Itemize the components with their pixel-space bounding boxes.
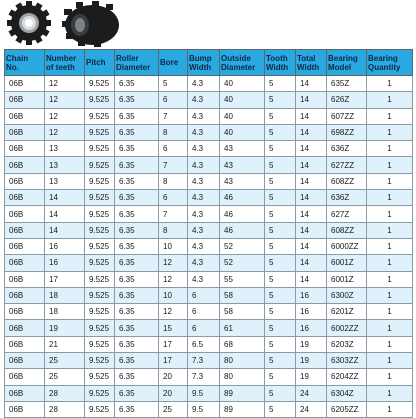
cell-number-of-teeth: 14 xyxy=(45,206,85,222)
cell-outside-diameter: 40 xyxy=(220,92,265,108)
cell-bearing-model: 6303ZZ xyxy=(327,353,367,369)
column-header-total-width: Total Width xyxy=(296,50,327,76)
table-row xyxy=(5,385,413,401)
cell-tooth-width: 5 xyxy=(265,124,296,140)
cell-tooth-width: 5 xyxy=(265,320,296,336)
cell-outside-diameter: 89 xyxy=(220,385,265,401)
cell-bore: 12 xyxy=(159,271,188,287)
cell-pitch: 9.525 xyxy=(85,401,115,417)
cell-tooth-width: 5 xyxy=(265,108,296,124)
cell-number-of-teeth: 13 xyxy=(45,157,85,173)
cell-roller-diameter: 6.35 xyxy=(115,255,159,271)
cell-tooth-width: 5 xyxy=(265,336,296,352)
cell-bearing-model: 6300Z xyxy=(327,287,367,303)
cell-total-width: 24 xyxy=(296,401,327,417)
cell-bump-width: 6.5 xyxy=(188,336,220,352)
cell-bearing-quantity: 1 xyxy=(367,173,413,189)
cell-bearing-model: 6203Z xyxy=(327,336,367,352)
cell-bearing-model: 6002ZZ xyxy=(327,320,367,336)
cell-pitch: 9.525 xyxy=(85,238,115,254)
cell-bearing-quantity: 1 xyxy=(367,108,413,124)
cell-bump-width: 4.3 xyxy=(188,271,220,287)
cell-total-width: 19 xyxy=(296,369,327,385)
cell-roller-diameter: 6.35 xyxy=(115,287,159,303)
cell-total-width: 14 xyxy=(296,141,327,157)
cell-bearing-model: 607ZZ xyxy=(327,108,367,124)
cell-bearing-model: 636Z xyxy=(327,190,367,206)
column-header-number-of-teeth: Number of teeth xyxy=(45,50,85,76)
cell-number-of-teeth: 14 xyxy=(45,222,85,238)
cell-number-of-teeth: 12 xyxy=(45,76,85,92)
table-row xyxy=(5,271,413,287)
cell-bearing-model: 6204ZZ xyxy=(327,369,367,385)
table-header-row xyxy=(5,50,413,76)
cell-pitch: 9.525 xyxy=(85,124,115,140)
cell-bearing-quantity: 1 xyxy=(367,401,413,417)
table-row xyxy=(5,124,413,140)
cell-number-of-teeth: 13 xyxy=(45,141,85,157)
cell-bearing-quantity: 1 xyxy=(367,92,413,108)
cell-pitch: 9.525 xyxy=(85,157,115,173)
cell-number-of-teeth: 25 xyxy=(45,353,85,369)
cell-bump-width: 9.5 xyxy=(188,385,220,401)
cell-chain-no: 06B xyxy=(5,92,45,108)
table-row xyxy=(5,92,413,108)
cell-bump-width: 4.3 xyxy=(188,124,220,140)
table-row xyxy=(5,401,413,417)
cell-pitch: 9.525 xyxy=(85,320,115,336)
cell-total-width: 14 xyxy=(296,157,327,173)
cell-bearing-quantity: 1 xyxy=(367,141,413,157)
cell-number-of-teeth: 18 xyxy=(45,304,85,320)
cell-bump-width: 4.3 xyxy=(188,76,220,92)
cell-roller-diameter: 6.35 xyxy=(115,385,159,401)
cell-roller-diameter: 6.35 xyxy=(115,206,159,222)
cell-number-of-teeth: 21 xyxy=(45,336,85,352)
cell-number-of-teeth: 28 xyxy=(45,401,85,417)
cell-number-of-teeth: 13 xyxy=(45,173,85,189)
cell-total-width: 16 xyxy=(296,287,327,303)
cell-tooth-width: 5 xyxy=(265,304,296,320)
table-row xyxy=(5,157,413,173)
cell-bearing-quantity: 1 xyxy=(367,206,413,222)
cell-bearing-model: 6205ZZ xyxy=(327,401,367,417)
cell-chain-no: 06B xyxy=(5,353,45,369)
cell-outside-diameter: 80 xyxy=(220,353,265,369)
cell-pitch: 9.525 xyxy=(85,173,115,189)
cell-bore: 6 xyxy=(159,92,188,108)
cell-chain-no: 06B xyxy=(5,108,45,124)
cell-bearing-quantity: 1 xyxy=(367,320,413,336)
cell-number-of-teeth: 16 xyxy=(45,238,85,254)
cell-bump-width: 4.3 xyxy=(188,92,220,108)
cell-bearing-model: 636Z xyxy=(327,141,367,157)
cell-outside-diameter: 46 xyxy=(220,222,265,238)
cell-total-width: 14 xyxy=(296,92,327,108)
cell-pitch: 9.525 xyxy=(85,287,115,303)
cell-bearing-model: 698ZZ xyxy=(327,124,367,140)
cell-pitch: 9.525 xyxy=(85,369,115,385)
cell-bearing-model: 608ZZ xyxy=(327,222,367,238)
cell-tooth-width: 5 xyxy=(265,369,296,385)
cell-pitch: 9.525 xyxy=(85,190,115,206)
cell-total-width: 16 xyxy=(296,320,327,336)
cell-pitch: 9.525 xyxy=(85,336,115,352)
cell-total-width: 14 xyxy=(296,206,327,222)
cell-tooth-width: 5 xyxy=(265,255,296,271)
column-header-roller-diameter: Roller Diameter xyxy=(115,50,159,76)
cell-total-width: 14 xyxy=(296,222,327,238)
cell-bump-width: 4.3 xyxy=(188,238,220,254)
table-row xyxy=(5,238,413,254)
cell-total-width: 14 xyxy=(296,190,327,206)
cell-bearing-model: 6201Z xyxy=(327,304,367,320)
cell-bearing-quantity: 1 xyxy=(367,190,413,206)
table-row xyxy=(5,141,413,157)
cell-tooth-width: 5 xyxy=(265,385,296,401)
cell-bore: 5 xyxy=(159,76,188,92)
table-row xyxy=(5,369,413,385)
cell-chain-no: 06B xyxy=(5,271,45,287)
cell-roller-diameter: 6.35 xyxy=(115,401,159,417)
table-row xyxy=(5,76,413,92)
cell-chain-no: 06B xyxy=(5,157,45,173)
cell-bearing-quantity: 1 xyxy=(367,255,413,271)
cell-bore: 8 xyxy=(159,124,188,140)
cell-chain-no: 06B xyxy=(5,385,45,401)
cell-outside-diameter: 68 xyxy=(220,336,265,352)
cell-total-width: 14 xyxy=(296,76,327,92)
cell-bore: 12 xyxy=(159,255,188,271)
cell-bore: 12 xyxy=(159,304,188,320)
cell-total-width: 16 xyxy=(296,304,327,320)
cell-bearing-quantity: 1 xyxy=(367,353,413,369)
cell-pitch: 9.525 xyxy=(85,255,115,271)
cell-tooth-width: 5 xyxy=(265,401,296,417)
cell-total-width: 14 xyxy=(296,238,327,254)
cell-bump-width: 4.3 xyxy=(188,108,220,124)
cell-tooth-width: 5 xyxy=(265,92,296,108)
cell-bearing-quantity: 1 xyxy=(367,124,413,140)
cell-total-width: 14 xyxy=(296,124,327,140)
cell-pitch: 9.525 xyxy=(85,271,115,287)
cell-roller-diameter: 6.35 xyxy=(115,141,159,157)
cell-roller-diameter: 6.35 xyxy=(115,369,159,385)
cell-bump-width: 4.3 xyxy=(188,157,220,173)
cell-bearing-model: 627ZZ xyxy=(327,157,367,173)
cell-outside-diameter: 40 xyxy=(220,76,265,92)
cell-roller-diameter: 6.35 xyxy=(115,173,159,189)
cell-bump-width: 6 xyxy=(188,320,220,336)
cell-chain-no: 06B xyxy=(5,124,45,140)
cell-roller-diameter: 6.35 xyxy=(115,190,159,206)
cell-tooth-width: 5 xyxy=(265,157,296,173)
cell-pitch: 9.525 xyxy=(85,304,115,320)
cell-roller-diameter: 6.35 xyxy=(115,157,159,173)
cell-outside-diameter: 58 xyxy=(220,287,265,303)
cell-bore: 10 xyxy=(159,287,188,303)
cell-chain-no: 06B xyxy=(5,76,45,92)
cell-bearing-quantity: 1 xyxy=(367,271,413,287)
cell-chain-no: 06B xyxy=(5,206,45,222)
cell-bore: 20 xyxy=(159,385,188,401)
cell-roller-diameter: 6.35 xyxy=(115,92,159,108)
cell-number-of-teeth: 19 xyxy=(45,320,85,336)
cell-pitch: 9.525 xyxy=(85,385,115,401)
sprocket-front-icon xyxy=(4,1,54,45)
cell-outside-diameter: 43 xyxy=(220,157,265,173)
cell-bearing-quantity: 1 xyxy=(367,304,413,320)
cell-chain-no: 06B xyxy=(5,287,45,303)
cell-roller-diameter: 6.35 xyxy=(115,320,159,336)
cell-bump-width: 6 xyxy=(188,287,220,303)
cell-chain-no: 06B xyxy=(5,304,45,320)
cell-bore: 6 xyxy=(159,190,188,206)
cell-bore: 6 xyxy=(159,141,188,157)
cell-bearing-quantity: 1 xyxy=(367,287,413,303)
cell-number-of-teeth: 17 xyxy=(45,271,85,287)
table-body xyxy=(5,76,413,418)
table-row xyxy=(5,255,413,271)
cell-roller-diameter: 6.35 xyxy=(115,124,159,140)
cell-tooth-width: 5 xyxy=(265,353,296,369)
table-row xyxy=(5,304,413,320)
cell-pitch: 9.525 xyxy=(85,206,115,222)
column-header-bump-width: Bump Width xyxy=(188,50,220,76)
cell-tooth-width: 5 xyxy=(265,271,296,287)
cell-total-width: 24 xyxy=(296,385,327,401)
bearing-spec-table xyxy=(4,49,413,418)
cell-outside-diameter: 40 xyxy=(220,108,265,124)
cell-total-width: 14 xyxy=(296,173,327,189)
cell-tooth-width: 5 xyxy=(265,76,296,92)
cell-pitch: 9.525 xyxy=(85,76,115,92)
cell-bearing-model: 627Z xyxy=(327,206,367,222)
cell-tooth-width: 5 xyxy=(265,222,296,238)
cell-bump-width: 4.3 xyxy=(188,206,220,222)
cell-chain-no: 06B xyxy=(5,238,45,254)
cell-number-of-teeth: 12 xyxy=(45,92,85,108)
column-header-tooth-width: Tooth Width xyxy=(265,50,296,76)
table-row xyxy=(5,287,413,303)
cell-pitch: 9.525 xyxy=(85,108,115,124)
cell-bump-width: 4.3 xyxy=(188,141,220,157)
cell-number-of-teeth: 14 xyxy=(45,190,85,206)
column-header-outside-diameter: Outside Diameter xyxy=(220,50,265,76)
table-row xyxy=(5,320,413,336)
cell-chain-no: 06B xyxy=(5,255,45,271)
table-row xyxy=(5,353,413,369)
cell-roller-diameter: 6.35 xyxy=(115,271,159,287)
cell-bore: 17 xyxy=(159,336,188,352)
cell-bore: 20 xyxy=(159,369,188,385)
cell-bearing-model: 6001Z xyxy=(327,255,367,271)
cell-bearing-quantity: 1 xyxy=(367,385,413,401)
column-header-chain-no: Chain No. xyxy=(5,50,45,76)
cell-bore: 25 xyxy=(159,401,188,417)
cell-outside-diameter: 52 xyxy=(220,255,265,271)
cell-bump-width: 4.3 xyxy=(188,222,220,238)
cell-total-width: 14 xyxy=(296,255,327,271)
table-row xyxy=(5,206,413,222)
cell-pitch: 9.525 xyxy=(85,92,115,108)
cell-bearing-quantity: 1 xyxy=(367,76,413,92)
cell-bore: 15 xyxy=(159,320,188,336)
cell-total-width: 19 xyxy=(296,336,327,352)
cell-pitch: 9.525 xyxy=(85,222,115,238)
cell-chain-no: 06B xyxy=(5,320,45,336)
cell-tooth-width: 5 xyxy=(265,287,296,303)
cell-chain-no: 06B xyxy=(5,369,45,385)
cell-outside-diameter: 61 xyxy=(220,320,265,336)
cell-bearing-quantity: 1 xyxy=(367,222,413,238)
cell-bearing-quantity: 1 xyxy=(367,369,413,385)
table-row xyxy=(5,336,413,352)
cell-tooth-width: 5 xyxy=(265,173,296,189)
cell-bore: 7 xyxy=(159,206,188,222)
cell-bearing-model: 6304Z xyxy=(327,385,367,401)
cell-number-of-teeth: 25 xyxy=(45,369,85,385)
cell-chain-no: 06B xyxy=(5,190,45,206)
cell-bearing-quantity: 1 xyxy=(367,238,413,254)
cell-outside-diameter: 43 xyxy=(220,173,265,189)
cell-outside-diameter: 46 xyxy=(220,190,265,206)
cell-outside-diameter: 40 xyxy=(220,124,265,140)
cell-chain-no: 06B xyxy=(5,173,45,189)
cell-bearing-model: 6001Z xyxy=(327,271,367,287)
cell-chain-no: 06B xyxy=(5,401,45,417)
cell-outside-diameter: 89 xyxy=(220,401,265,417)
cell-outside-diameter: 55 xyxy=(220,271,265,287)
cell-bore: 8 xyxy=(159,222,188,238)
cell-bearing-model: 626Z xyxy=(327,92,367,108)
cell-bump-width: 4.3 xyxy=(188,255,220,271)
cell-outside-diameter: 46 xyxy=(220,206,265,222)
cell-chain-no: 06B xyxy=(5,336,45,352)
cell-bump-width: 4.3 xyxy=(188,190,220,206)
cell-bump-width: 4.3 xyxy=(188,173,220,189)
cell-bore: 8 xyxy=(159,173,188,189)
column-header-pitch: Pitch xyxy=(85,50,115,76)
cell-number-of-teeth: 28 xyxy=(45,385,85,401)
table-row xyxy=(5,173,413,189)
cell-outside-diameter: 58 xyxy=(220,304,265,320)
product-photo xyxy=(0,0,416,48)
table-row xyxy=(5,190,413,206)
cell-number-of-teeth: 12 xyxy=(45,124,85,140)
cell-outside-diameter: 80 xyxy=(220,369,265,385)
cell-roller-diameter: 6.35 xyxy=(115,76,159,92)
cell-tooth-width: 5 xyxy=(265,238,296,254)
cell-bump-width: 9.5 xyxy=(188,401,220,417)
cell-chain-no: 06B xyxy=(5,222,45,238)
column-header-bearing-model: Bearing Model xyxy=(327,50,367,76)
cell-outside-diameter: 43 xyxy=(220,141,265,157)
cell-bearing-quantity: 1 xyxy=(367,336,413,352)
cell-number-of-teeth: 18 xyxy=(45,287,85,303)
table-row xyxy=(5,222,413,238)
cell-total-width: 14 xyxy=(296,108,327,124)
cell-roller-diameter: 6.35 xyxy=(115,304,159,320)
cell-roller-diameter: 6.35 xyxy=(115,336,159,352)
cell-bearing-model: 6000ZZ xyxy=(327,238,367,254)
cell-roller-diameter: 6.35 xyxy=(115,108,159,124)
table-row xyxy=(5,108,413,124)
cell-total-width: 14 xyxy=(296,271,327,287)
cell-bore: 17 xyxy=(159,353,188,369)
cell-bearing-quantity: 1 xyxy=(367,157,413,173)
cell-bump-width: 6 xyxy=(188,304,220,320)
cell-bump-width: 7.3 xyxy=(188,369,220,385)
cell-bearing-model: 635Z xyxy=(327,76,367,92)
column-header-bearing-quantity: Bearing Quantity xyxy=(367,50,413,76)
cell-roller-diameter: 6.35 xyxy=(115,238,159,254)
cell-tooth-width: 5 xyxy=(265,190,296,206)
sprocket-side-icon xyxy=(58,1,120,47)
cell-bore: 7 xyxy=(159,157,188,173)
cell-tooth-width: 5 xyxy=(265,141,296,157)
cell-bump-width: 7.3 xyxy=(188,353,220,369)
cell-chain-no: 06B xyxy=(5,141,45,157)
cell-outside-diameter: 52 xyxy=(220,238,265,254)
cell-roller-diameter: 6.35 xyxy=(115,353,159,369)
cell-bearing-model: 608ZZ xyxy=(327,173,367,189)
cell-number-of-teeth: 16 xyxy=(45,255,85,271)
cell-total-width: 19 xyxy=(296,353,327,369)
column-header-bore: Bore xyxy=(159,50,188,76)
cell-pitch: 9.525 xyxy=(85,141,115,157)
cell-tooth-width: 5 xyxy=(265,206,296,222)
cell-roller-diameter: 6.35 xyxy=(115,222,159,238)
cell-number-of-teeth: 12 xyxy=(45,108,85,124)
cell-bore: 7 xyxy=(159,108,188,124)
cell-bore: 10 xyxy=(159,238,188,254)
cell-pitch: 9.525 xyxy=(85,353,115,369)
